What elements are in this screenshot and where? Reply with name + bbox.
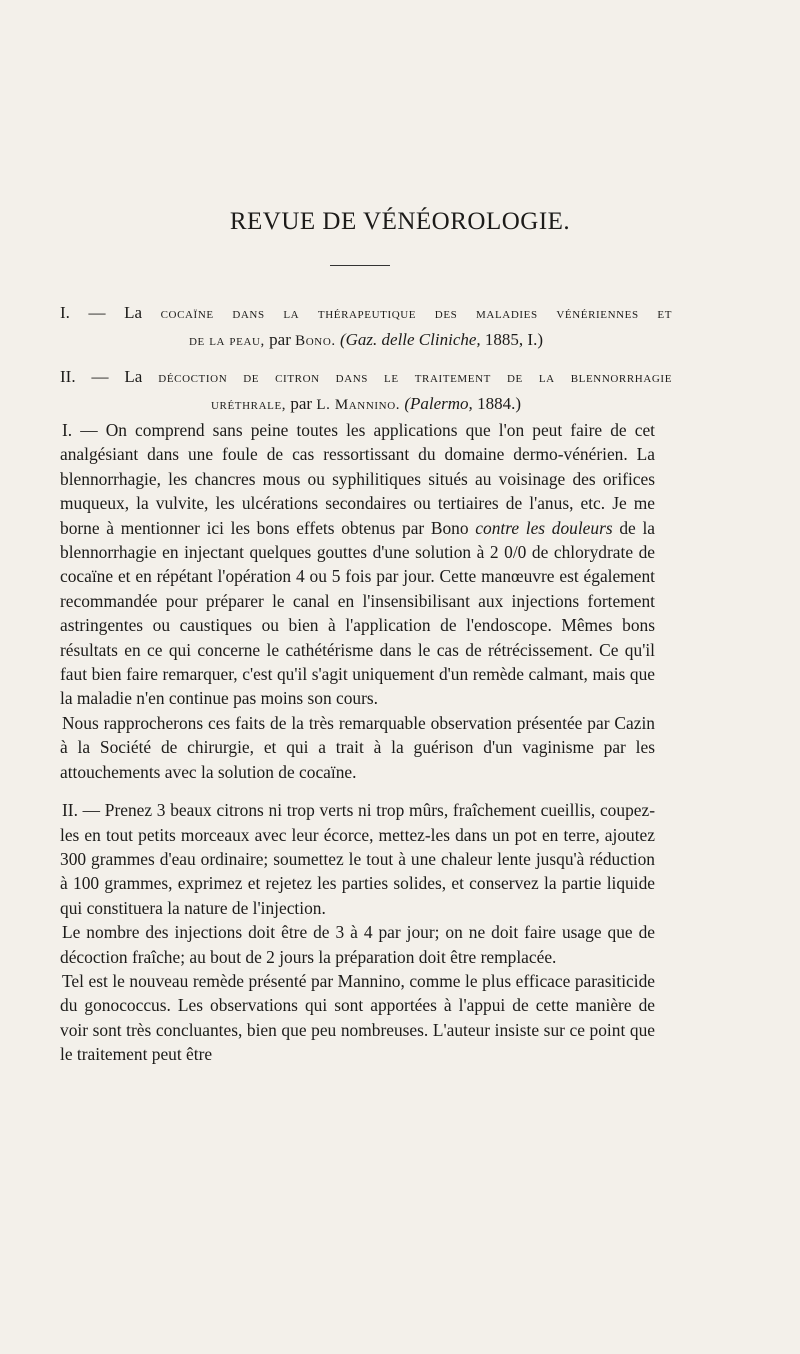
reference-2-dash: — — [91, 367, 109, 386]
section-1-paragraph-1-text-b: de la blennorrhagie en injectant quelques gouttes d'une solution à 2 0/0 de chlorydrate de cocaïne et en répétant l'opération 4 ou 5 fois par jour. Cette manœuvre est également recommandée pour préparer le canal en l'insensibilisant aux injections fortement astringentes ou caustiques ou bien à l'application de l'endoscope. Mêmes bons résultats en ce qui concerne le cathétérisme dans le cas de rétrécissement. Ce qu'il faut bien faire remarquer, c'est qu'il s'agit uniquement d'un remède calmant, mais que la maladie n'en continue pas moins son cours. — [60, 517, 655, 709]
reference-2-year: 1884.) — [477, 394, 521, 413]
section-1-paragraph-1 — [60, 418, 655, 711]
reference-2-line-1 — [60, 364, 672, 391]
reference-1 — [60, 300, 672, 354]
reference-1-title: cocaïne dans la thérapeutique des maladies vénériennes et — [160, 306, 673, 322]
section-1-emphasis: contre les douleurs — [475, 517, 613, 538]
reference-2-number: II. — [60, 367, 76, 386]
section-1-paragraph-2: Nous rapprocherons ces faits de la très remarquable observation présentée par Cazin à la Société de chirurgie, et qui a trait à la guérison d'un vaginisme par les attouchements avec la solution de cocaïne. — [60, 712, 655, 782]
reference-1-initial: La — [124, 303, 143, 322]
reference-1-line-2 — [60, 327, 672, 354]
title-rule — [330, 265, 390, 266]
article-body — [60, 418, 655, 1067]
reference-1-author: Bono. — [295, 333, 336, 349]
section-1-paragraph-1-text-a: I. — On comprend sans peine toutes les applications que l'on peut faire de cet analgésiant dans une foule de cas ressortissant du domaine dermo-vénérien. La blennorrhagie, les chancres mous ou syphilitiques situés au voisinage des orifices muqueux, la vulvite, les ulcérations secondaires ou tertiaires de l'anus, etc. Je me borne à mentionner ici les bons effets obtenus par Bono — [60, 420, 655, 538]
reference-2-author: L. Mannino. — [316, 397, 401, 413]
reference-2-by: par — [290, 394, 313, 413]
section-2-paragraph-1: II. — Prenez 3 beaux citrons ni trop verts ni trop mûrs, fraîchement cueillis, coupez-les en tout petits morceaux avec leur écorce, mettez-les dans un pot en terre, ajoutez 300 grammes d'eau ordinaire; soumettez le tout à une chaleur lente jusqu'à réduction à 100 grammes, exprimez et rejetez les parties solides, et conservez la partie liquide qui constituera la nature de l'injection. — [60, 800, 655, 918]
reference-2-source: (Palermo, — [404, 394, 473, 413]
reference-1-line-1 — [60, 300, 672, 327]
reference-2-title-end: uréthrale, — [211, 397, 287, 413]
section-2-paragraph-3: Tel est le nouveau remède présenté par Mannino, comme le plus efficace parasiticide du gonococcus. Les observations qui sont apportées à l'appui de cette manière de voir sont très concluantes, bien que peu nombreuses. L'auteur insiste sur ce point que le traitement peut être — [60, 970, 655, 1065]
reference-1-title-end: de la peau, — [189, 333, 265, 349]
reference-1-year: 1885, I.) — [484, 330, 543, 349]
reference-1-source: (Gaz. delle Cliniche, — [339, 330, 481, 349]
reference-1-by: par — [269, 330, 291, 349]
section-2-paragraph-2: Le nombre des injections doit être de 3 à 4 par jour; on ne doit faire usage que de décoction fraîche; au bout de 2 jours la préparation doit être remplacée. — [60, 922, 655, 967]
reference-1-dash: — — [88, 303, 106, 322]
reference-2-initial: La — [124, 367, 143, 386]
reference-2 — [60, 364, 672, 418]
references-block — [60, 300, 672, 418]
page-title: REVUE DE VÉNÉOROLOGIE. — [229, 208, 571, 235]
reference-2-title: décoction de citron dans le traitement de la blennorrhagie — [158, 370, 673, 386]
reference-1-number: I. — [60, 303, 70, 322]
reference-2-line-2 — [60, 391, 672, 418]
